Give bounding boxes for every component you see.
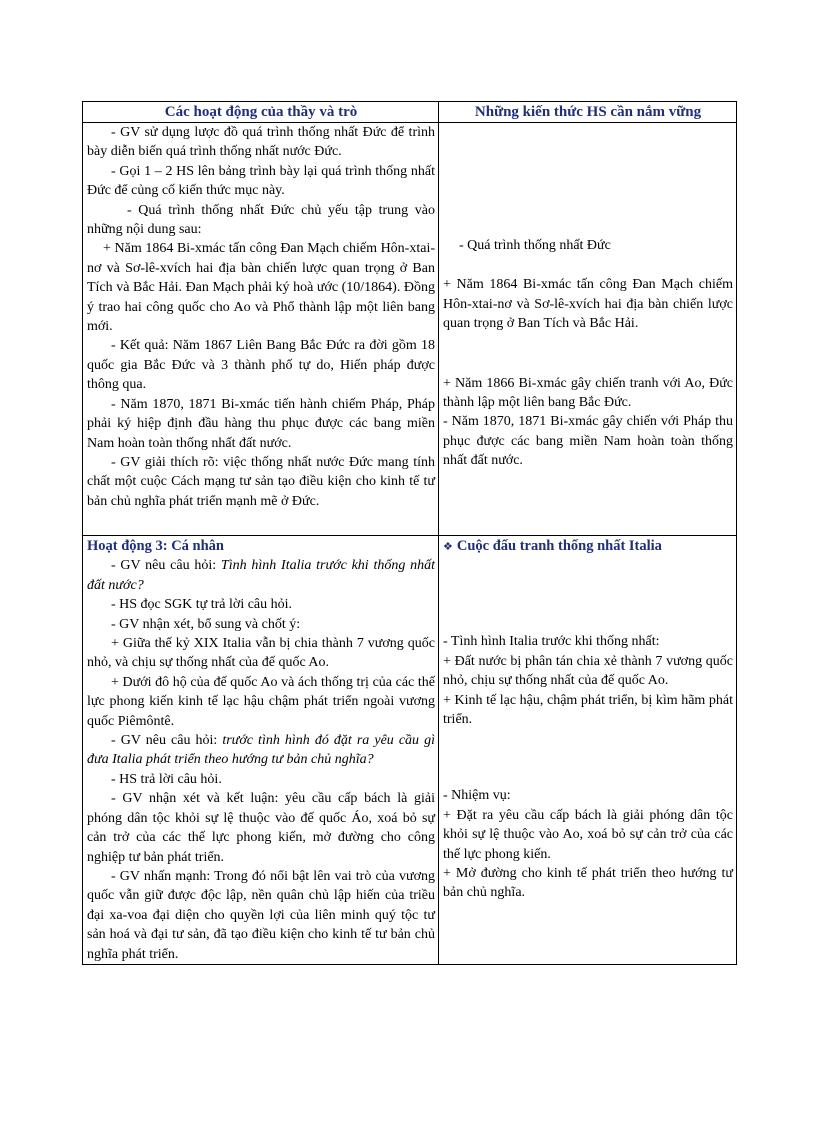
activity-heading-text: Hoạt động 3: Cá nhân <box>87 538 224 554</box>
table-row <box>83 536 737 965</box>
paragraph: + Năm 1864 Bi-xmác tấn công Đan Mạch chiếm Hôn-xtai-nơ và Sơ-lê-xvích hai địa bàn chiến lược quan trọng ở Ban Tích và Bắc Hải. <box>443 277 733 332</box>
paragraph: - GV sử dụng lược đồ quá trình thống nhất Đức để trình bày diễn biến quá trình thống nhất nước Đức. <box>87 125 435 160</box>
paragraph: + Dưới đô hộ của đế quốc Ao và ách thống trị của các thế lực phong kiến kinh tế lạc hậu chậm phát triển ngoài vương quốc Piêmôntê. <box>87 674 435 729</box>
italy-knowledge-cell <box>439 536 737 965</box>
question-2 <box>87 731 435 770</box>
paragraph: + Đặt ra yêu cầu cấp bách là giải phóng dân tộc khỏi sự lệ thuộc vào Ao, xoá bỏ sự cản trở của các thế lực phong kiến. <box>443 807 733 862</box>
paragraph: + Đất nước bị phân tán chia xẻ thành 7 vương quốc nhỏ, chịu sự thống nhất của đế quốc Ao. <box>443 653 733 689</box>
paragraph: - Năm 1870, 1871 Bi-xmác gây chiến với Pháp thu phục được các bang miền Nam hoàn toàn thống nhất đất nước. <box>443 414 733 469</box>
section-heading-text: Cuộc đấu tranh thống nhất Italia <box>456 538 662 554</box>
germany-activities-cell <box>83 123 439 536</box>
header-knowledge: Những kiến thức HS cần nắm vững <box>439 102 737 123</box>
activity-heading <box>87 537 435 556</box>
paragraph: - Quá trình thống nhất Đức chủ yếu tập trung vào những nội dung sau: <box>87 202 435 238</box>
paragraph: + Giữa thế kỷ XIX Italia vẫn bị chia thành 7 vương quốc nhỏ, và chịu sự thống nhất của đế quốc Ao. <box>87 636 435 671</box>
question-prefix: - GV nêu câu hỏi: <box>111 733 223 749</box>
paragraph: - GV nhận xét và kết luận: yêu cầu cấp bách là giải phóng dân tộc khỏi sự lệ thuộc vào đế quốc Áo, xoá bỏ sự cản trở của các thế lực phong kiến, mở đường cho công nghiệp tư bản phát triển. <box>87 791 435 865</box>
paragraph: + Năm 1866 Bi-xmác gây chiến tranh với Ao, Đức thành lập một liên bang Bắc Đức. <box>443 375 733 411</box>
header-row <box>83 102 737 123</box>
section-heading <box>443 537 733 557</box>
question-text: Tình hình Italia trước khi thống nhất đất nước? <box>87 558 435 593</box>
question-prefix: - GV nêu câu hỏi: <box>111 558 221 574</box>
question-text: trước tình hình đó đặt ra yêu cầu gì đưa Italia phát triển theo hướng tư bản chủ nghĩa? <box>87 733 435 768</box>
paragraph: - GV giải thích rõ: việc thống nhất nước Đức mang tính chất một cuộc Cách mạng tư sản tạo điều kiện cho kinh tế tư bản chủ nghĩa phát triển mạnh mẽ ở Đức. <box>87 454 435 509</box>
germany-knowledge-cell <box>439 123 737 536</box>
paragraph: - Quá trình thống nhất Đức <box>459 238 611 253</box>
lesson-table <box>82 101 737 965</box>
paragraph: - HS trả lời câu hỏi. <box>111 771 222 787</box>
paragraph: - GV nhấn mạnh: Trong đó nổi bật lên vai trò của vương quốc vẫn giữ được độc lập, nền quân chủ lập hiến của triều đại xa-voa đại diện cho quyền lợi của liên minh quý tộc tư sản hoá và đại tư sản, đã tạo điều kiện cho kinh tế tư bản chủ nghĩa phát triển. <box>87 868 435 962</box>
header-activities: Các hoạt động của thầy và trò <box>83 102 439 123</box>
paragraph: - Năm 1870, 1871 Bi-xmác tiến hành chiếm Pháp, Pháp phải ký hiệp định đầu hàng thu phục được các bang miền Nam hoàn toàn thống nhất đất nước. <box>87 396 435 451</box>
table-row <box>83 123 737 536</box>
paragraph: - Gọi 1 – 2 HS lên bảng trình bày lại quá trình thống nhất Đức để củng cố kiến thức mục này. <box>87 163 435 199</box>
paragraph: - Nhiệm vụ: <box>443 788 511 804</box>
paragraph: - Tình hình Italia trước khi thống nhất: <box>443 634 660 650</box>
diamond-bullet-icon: ❖ <box>443 541 453 553</box>
question-1 <box>87 556 435 595</box>
paragraph: - Kết quả: Năm 1867 Liên Bang Bắc Đức ra đời gồm 18 quốc gia Bắc Đức và 3 thành phố tự do, Hiến pháp được thông qua. <box>87 338 435 393</box>
paragraph: - GV nhận xét, bổ sung và chốt ý: <box>111 616 301 632</box>
paragraph: - HS đọc SGK tự trả lời câu hỏi. <box>111 597 293 613</box>
paragraph: + Kinh tế lạc hậu, chậm phát triển, bị kìm hãm phát triển. <box>443 692 733 728</box>
italy-activities-cell <box>83 536 439 965</box>
paragraph: + Mở đường cho kinh tế phát triển theo hướng tư bản chủ nghĩa. <box>443 866 733 901</box>
paragraph: + Năm 1864 Bi-xmác tấn công Đan Mạch chiếm Hôn-xtai-nơ và Sơ-lê-xvích hai địa bàn chiến lược quan trọng ở Ban Tích và Bắc Hải. Đan Mạch phải ký hoà ước (10/1864). Đồng ý trao hai công quốc cho Ao và Phổ thành lập một liên bang mới. <box>87 241 435 335</box>
